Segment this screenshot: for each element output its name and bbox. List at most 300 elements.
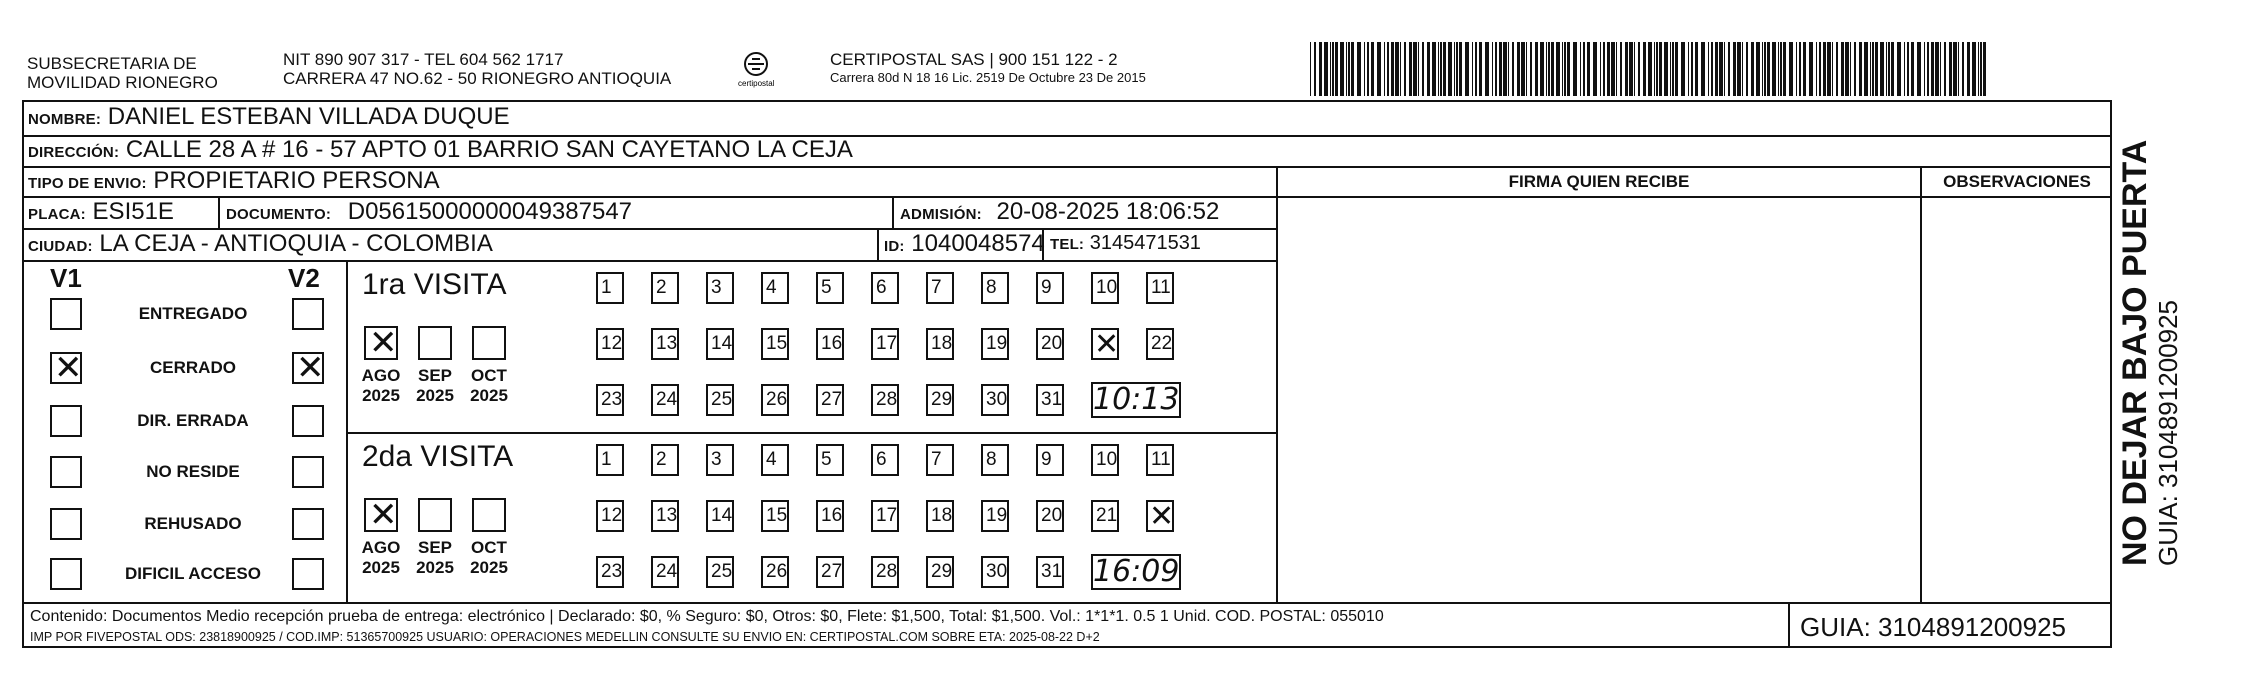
day-box[interactable]: 4 bbox=[761, 444, 789, 476]
barcode-bar bbox=[1917, 42, 1921, 96]
barcode-bar bbox=[1583, 42, 1585, 96]
observaciones-header: OBSERVACIONES bbox=[1943, 172, 2091, 191]
ciudad-label: CIUDAD: bbox=[28, 238, 93, 255]
day-box[interactable]: 3 bbox=[706, 444, 734, 476]
barcode-bar bbox=[1648, 42, 1652, 96]
day-box[interactable]: 19 bbox=[981, 500, 1009, 532]
barcode-bar bbox=[1978, 42, 1979, 96]
barcode-bar bbox=[1980, 42, 1982, 96]
barcode-bar bbox=[1611, 42, 1615, 96]
tel-cell bbox=[1050, 232, 1201, 255]
barcode-bar bbox=[1924, 42, 1925, 96]
barcode-bar bbox=[1832, 42, 1833, 96]
placa-cell bbox=[28, 198, 174, 226]
barcode-bar bbox=[1949, 42, 1952, 96]
barcode-bar bbox=[1762, 42, 1763, 96]
day-box[interactable]: 5 bbox=[816, 272, 844, 304]
day-box[interactable]: 20 bbox=[1036, 328, 1064, 360]
org-name bbox=[27, 54, 218, 92]
side-line-1: NO DEJAR BAJO PUERTA bbox=[2116, 139, 2154, 566]
barcode-bar bbox=[1440, 42, 1442, 96]
barcode-bar bbox=[1827, 42, 1831, 96]
barcode-bar bbox=[1620, 42, 1622, 96]
barcode-bar bbox=[1351, 42, 1354, 96]
day-box[interactable]: 15 bbox=[761, 500, 789, 532]
admision-value: 20-08-2025 18:06:52 bbox=[996, 198, 1220, 225]
barcode-bar bbox=[1459, 42, 1462, 96]
admision-label: ADMISIÓN: bbox=[900, 206, 982, 223]
month-name: SEP bbox=[417, 366, 453, 385]
day-box[interactable]: 14 bbox=[706, 500, 734, 532]
courier-license: Carrera 80d N 18 16 Lic. 2519 De Octubre 23 De 2015 bbox=[830, 70, 1146, 85]
barcode-bar bbox=[1508, 42, 1509, 96]
barcode-bar bbox=[1634, 42, 1635, 96]
firma-header: FIRMA QUIEN RECIBE bbox=[1508, 172, 1690, 191]
v1-label: V1 bbox=[50, 263, 82, 293]
barcode-bar bbox=[1573, 42, 1577, 96]
month-year: 2025 bbox=[416, 386, 454, 405]
day-box[interactable]: 1 bbox=[596, 444, 624, 476]
imp-line: IMP POR FIVEPOSTAL ODS: 23818900925 / COD.IMP: 51365700925 USUARIO: OPERACIONES MEDELLIN CONSULTE SU ENVIO EN: CERTIPOSTAL.COM SOBRE ETA: 2025-08-22 D+2 bbox=[30, 630, 1100, 644]
day-box[interactable]: 23 bbox=[596, 556, 624, 588]
month-label bbox=[410, 538, 460, 578]
barcode-bar bbox=[1728, 42, 1730, 96]
month-year: 2025 bbox=[362, 558, 400, 577]
svg-text:certipostal: certipostal bbox=[738, 79, 775, 88]
barcode-bar bbox=[1517, 42, 1520, 96]
day-box[interactable]: 11 bbox=[1146, 444, 1174, 476]
barcode-bar bbox=[1864, 42, 1868, 96]
barcode-bar bbox=[1715, 42, 1718, 96]
day-box[interactable]: 26 bbox=[761, 384, 789, 416]
barcode-bar bbox=[1330, 42, 1331, 96]
barcode-bar bbox=[1789, 42, 1793, 96]
barcode-bar bbox=[1796, 42, 1797, 96]
barcode-bar bbox=[1875, 42, 1878, 96]
barcode-bar bbox=[1724, 42, 1725, 96]
status-v2-checkbox[interactable] bbox=[292, 298, 324, 330]
month-label bbox=[464, 538, 514, 578]
direccion-label: DIRECCIÓN: bbox=[28, 144, 120, 161]
barcode-bar bbox=[1580, 42, 1581, 96]
barcode-bar bbox=[1629, 42, 1633, 96]
barcode-bar bbox=[1454, 42, 1455, 96]
address-line: CARRERA 47 NO.62 - 50 RIONEGRO ANTIOQUIA bbox=[283, 69, 672, 88]
day-box[interactable]: 2 bbox=[651, 272, 679, 304]
status-v1-checkbox[interactable] bbox=[50, 298, 82, 330]
direccion-value: CALLE 28 A # 16 - 57 APTO 01 BARRIO SAN CAYETANO LA CEJA bbox=[125, 136, 853, 163]
day-box[interactable] bbox=[1091, 328, 1119, 360]
ciudad-cell bbox=[28, 230, 493, 258]
side-notice bbox=[2117, 116, 2183, 566]
visit-time: 10:13 bbox=[1093, 382, 1180, 417]
status-v1-checkbox[interactable] bbox=[50, 456, 82, 488]
status-label: DIR. ERRADA bbox=[137, 411, 249, 430]
day-box[interactable]: 31 bbox=[1036, 384, 1064, 416]
barcode-bar bbox=[1854, 42, 1856, 96]
month-year: 2025 bbox=[416, 558, 454, 577]
barcode-bar bbox=[1521, 42, 1525, 96]
barcode-bar bbox=[1845, 42, 1849, 96]
barcode-bar bbox=[1695, 42, 1698, 96]
courier-name: CERTIPOSTAL SAS | 900 151 122 - 2 bbox=[830, 50, 1118, 69]
barcode-bar bbox=[1492, 42, 1493, 96]
day-box[interactable]: 28 bbox=[871, 556, 899, 588]
barcode-bar bbox=[1319, 42, 1322, 96]
status-label: DIFICIL ACCESO bbox=[124, 564, 261, 583]
barcode-bar bbox=[1742, 42, 1743, 96]
barcode-bar bbox=[1772, 42, 1776, 96]
barcode-bar bbox=[1764, 42, 1766, 96]
status-label: NO RESIDE bbox=[146, 462, 240, 481]
barcode-bar bbox=[1485, 42, 1489, 96]
status-label: ENTREGADO bbox=[138, 304, 248, 323]
barcode-bar bbox=[1737, 42, 1741, 96]
barcode-bar bbox=[1503, 42, 1507, 96]
barcode-bar bbox=[1681, 42, 1685, 96]
day-box[interactable]: 9 bbox=[1036, 444, 1064, 476]
barcode-bar bbox=[1400, 42, 1401, 96]
barcode-bar bbox=[1438, 42, 1439, 96]
barcode-bar bbox=[1546, 42, 1547, 96]
day-box[interactable]: 26 bbox=[761, 556, 789, 588]
barcode-bar bbox=[1967, 42, 1970, 96]
day-box[interactable]: 19 bbox=[981, 328, 1009, 360]
day-box[interactable]: 3 bbox=[706, 272, 734, 304]
barcode-bar bbox=[1809, 42, 1813, 96]
barcode-bar bbox=[1672, 42, 1674, 96]
barcode-bar bbox=[1556, 42, 1560, 96]
id-label: ID: bbox=[884, 238, 905, 255]
barcode-bar bbox=[1335, 42, 1338, 96]
day-box[interactable]: 18 bbox=[926, 500, 954, 532]
barcode-bar bbox=[1535, 42, 1538, 96]
placa-value: ESI51E bbox=[92, 198, 174, 225]
barcode-bar bbox=[1911, 42, 1914, 96]
status-v2-checkbox[interactable] bbox=[292, 456, 324, 488]
day-box[interactable]: 10 bbox=[1091, 444, 1119, 476]
day-box[interactable]: 24 bbox=[651, 556, 679, 588]
tipo-value: PROPIETARIO PERSONA bbox=[153, 167, 440, 194]
admision-cell bbox=[900, 198, 1219, 226]
barcode-bar bbox=[1701, 42, 1705, 96]
nombre-value: DANIEL ESTEBAN VILLADA DUQUE bbox=[107, 103, 510, 130]
barcode-bar bbox=[1888, 42, 1890, 96]
barcode-bar bbox=[1391, 42, 1394, 96]
barcode-bar bbox=[1567, 42, 1570, 96]
barcode-bar bbox=[1616, 42, 1617, 96]
day-box[interactable]: 7 bbox=[926, 444, 954, 476]
direccion-row bbox=[28, 136, 853, 164]
barcode-bar bbox=[1587, 42, 1590, 96]
barcode-bar bbox=[1551, 42, 1554, 96]
check-x-icon: ✕ bbox=[1094, 327, 1120, 362]
month-checkbox[interactable] bbox=[418, 326, 452, 360]
status-v2-checkbox[interactable] bbox=[292, 405, 324, 437]
status-v1-checkbox[interactable] bbox=[50, 348, 83, 388]
day-box[interactable]: 12 bbox=[596, 500, 624, 532]
day-box[interactable]: 11 bbox=[1146, 272, 1174, 304]
barcode-bar bbox=[1499, 42, 1502, 96]
barcode-bar bbox=[1691, 42, 1693, 96]
day-box[interactable]: 29 bbox=[926, 384, 954, 416]
barcode-bar bbox=[1659, 42, 1662, 96]
barcode-bar bbox=[1778, 42, 1779, 96]
barcode-bar bbox=[1823, 42, 1826, 96]
nombre-row bbox=[28, 103, 510, 131]
barcode-bar bbox=[1384, 42, 1385, 96]
barcode-bar bbox=[1314, 42, 1316, 96]
barcode-bar bbox=[1540, 42, 1544, 96]
barcode-bar bbox=[1751, 42, 1754, 96]
barcode-bar bbox=[1562, 42, 1563, 96]
barcode-bar bbox=[1962, 42, 1964, 96]
month-checkbox[interactable] bbox=[472, 498, 506, 532]
barcode-bar bbox=[1387, 42, 1389, 96]
day-box[interactable]: 12 bbox=[596, 328, 624, 360]
barcode-bar bbox=[1972, 42, 1976, 96]
barcode-bar bbox=[1427, 42, 1430, 96]
ciudad-value: LA CEJA - ANTIOQUIA - COLOMBIA bbox=[99, 230, 493, 257]
barcode-bar bbox=[1780, 42, 1782, 96]
barcode-bar bbox=[1927, 42, 1929, 96]
day-box[interactable]: 18 bbox=[926, 328, 954, 360]
day-box[interactable]: 13 bbox=[651, 328, 679, 360]
month-year: 2025 bbox=[470, 386, 508, 405]
month-name: OCT bbox=[471, 366, 507, 385]
barcode-bar bbox=[1310, 42, 1311, 96]
barcode-bar bbox=[1816, 42, 1817, 96]
status-v1-checkbox[interactable] bbox=[50, 558, 82, 590]
day-box[interactable]: 5 bbox=[816, 444, 844, 476]
barcode-bar bbox=[1475, 42, 1477, 96]
status-v2-checkbox[interactable] bbox=[292, 508, 324, 540]
barcode-bar bbox=[1708, 42, 1709, 96]
day-box[interactable]: 10 bbox=[1091, 272, 1119, 304]
check-x-icon: ✕ bbox=[54, 348, 83, 388]
tipo-label: TIPO DE ENVIO: bbox=[28, 175, 147, 192]
day-box[interactable]: 25 bbox=[706, 556, 734, 588]
day-box[interactable]: 23 bbox=[596, 384, 624, 416]
day-box[interactable]: 2 bbox=[651, 444, 679, 476]
month-name: SEP bbox=[417, 538, 453, 557]
barcode-bar bbox=[1711, 42, 1713, 96]
barcode-bar bbox=[1526, 42, 1527, 96]
contenido-line: Contenido: Documentos Medio recepción prueba de entrega: electrónico | Declarado: $0, % Seguro: $0, Otros: $0, Flete: $1,500, Total: $1,500. Vol.: 1*1*1. 0.5 1 Unid. COD. POSTAL: 055010 bbox=[30, 608, 1384, 625]
barcode-bar bbox=[1364, 42, 1365, 96]
barcode-bar bbox=[1688, 42, 1689, 96]
barcode-bar bbox=[1548, 42, 1550, 96]
barcode-bar bbox=[1600, 42, 1601, 96]
barcode-bar bbox=[1907, 42, 1909, 96]
barcode-bar bbox=[1656, 42, 1658, 96]
id-value: 1040048574 bbox=[911, 230, 1045, 257]
barcode-bar bbox=[1803, 42, 1806, 96]
month-name: AGO bbox=[361, 366, 401, 385]
day-box[interactable]: 15 bbox=[761, 328, 789, 360]
barcode-bar bbox=[1850, 42, 1851, 96]
barcode-bar bbox=[1886, 42, 1887, 96]
month-checkbox[interactable] bbox=[364, 323, 398, 363]
courier-logo-icon bbox=[738, 50, 788, 95]
barcode-bar bbox=[1940, 42, 1941, 96]
status-v2-checkbox[interactable] bbox=[292, 558, 324, 590]
sender-info bbox=[283, 50, 671, 88]
barcode-bar bbox=[1409, 42, 1412, 96]
barcode-bar bbox=[1664, 42, 1668, 96]
status-v1-checkbox[interactable] bbox=[50, 405, 82, 437]
day-box[interactable]: 16 bbox=[816, 328, 844, 360]
barcode-bar bbox=[1643, 42, 1646, 96]
barcode-bar bbox=[1607, 42, 1610, 96]
day-box[interactable]: 17 bbox=[871, 328, 899, 360]
day-box[interactable]: 13 bbox=[651, 500, 679, 532]
id-cell bbox=[884, 230, 1045, 258]
barcode-bar bbox=[1377, 42, 1381, 96]
barcode-bar bbox=[1799, 42, 1801, 96]
tel-value: 3145471531 bbox=[1089, 232, 1201, 254]
day-box[interactable]: 14 bbox=[706, 328, 734, 360]
visit-title: 1ra VISITA bbox=[362, 268, 507, 301]
day-box[interactable]: 1 bbox=[596, 272, 624, 304]
month-checkbox[interactable] bbox=[472, 326, 506, 360]
barcode-bar bbox=[1564, 42, 1566, 96]
barcode-bar bbox=[1859, 42, 1862, 96]
barcode-bar bbox=[1767, 42, 1770, 96]
month-label bbox=[356, 538, 406, 578]
barcode-bar bbox=[1625, 42, 1628, 96]
check-x-icon: ✕ bbox=[369, 323, 398, 363]
status-label: REHUSADO bbox=[144, 514, 242, 533]
guia-box: GUIA: 3104891200925 bbox=[1800, 612, 2066, 642]
tel-label: TEL: bbox=[1050, 236, 1085, 253]
day-box[interactable]: 8 bbox=[981, 272, 1009, 304]
barcode-bar bbox=[1413, 42, 1417, 96]
month-year: 2025 bbox=[470, 558, 508, 577]
day-box[interactable]: 24 bbox=[651, 384, 679, 416]
barcode-bar bbox=[1432, 42, 1436, 96]
day-box[interactable]: 7 bbox=[926, 272, 954, 304]
day-box[interactable]: 27 bbox=[816, 556, 844, 588]
side-line-2: GUIA: 3104891200925 bbox=[2153, 300, 2183, 566]
barcode-bar bbox=[1603, 42, 1605, 96]
month-year: 2025 bbox=[362, 386, 400, 405]
barcode-bar bbox=[1479, 42, 1482, 96]
barcode-bar bbox=[1654, 42, 1655, 96]
check-x-icon: ✕ bbox=[1149, 499, 1175, 534]
barcode-bar bbox=[1404, 42, 1406, 96]
day-box[interactable]: 21 bbox=[1091, 500, 1119, 532]
barcode-bar bbox=[1593, 42, 1597, 96]
day-box[interactable]: 20 bbox=[1036, 500, 1064, 532]
day-box[interactable] bbox=[1146, 500, 1174, 532]
day-box[interactable]: 31 bbox=[1036, 556, 1064, 588]
barcode-bar bbox=[1675, 42, 1678, 96]
v2-label: V2 bbox=[288, 263, 320, 293]
documento-label: DOCUMENTO: bbox=[226, 206, 332, 223]
barcode-bar bbox=[1357, 42, 1361, 96]
barcode-bar bbox=[1418, 42, 1419, 96]
barcode-bar bbox=[1324, 42, 1328, 96]
barcode-bar bbox=[1836, 42, 1838, 96]
barcode-bar bbox=[1472, 42, 1473, 96]
barcode-bar bbox=[1348, 42, 1350, 96]
day-box[interactable]: 30 bbox=[981, 384, 1009, 416]
barcode-bar bbox=[1340, 42, 1344, 96]
check-x-icon: ✕ bbox=[296, 348, 325, 388]
barcode-bar bbox=[1953, 42, 1957, 96]
barcode-bar bbox=[1443, 42, 1446, 96]
barcode-bar bbox=[1944, 42, 1946, 96]
check-x-icon: ✕ bbox=[369, 495, 398, 535]
visit-time: 16:09 bbox=[1093, 554, 1180, 589]
status-label: CERRADO bbox=[150, 358, 236, 377]
day-box[interactable]: 28 bbox=[871, 384, 899, 416]
barcode-bar bbox=[1371, 42, 1374, 96]
barcode-bar bbox=[1346, 42, 1347, 96]
nit-line: NIT 890 907 317 - TEL 604 562 1717 bbox=[283, 50, 564, 69]
day-box[interactable]: 8 bbox=[981, 444, 1009, 476]
barcode-bar bbox=[1746, 42, 1748, 96]
courier-info bbox=[830, 50, 1146, 86]
nombre-label: NOMBRE: bbox=[28, 111, 102, 128]
barcode-bar bbox=[1756, 42, 1760, 96]
signature-area[interactable] bbox=[1280, 200, 1918, 600]
barcode bbox=[1310, 42, 1990, 96]
day-box[interactable]: 6 bbox=[871, 272, 899, 304]
day-box[interactable]: 22 bbox=[1146, 328, 1174, 360]
day-box[interactable]: 17 bbox=[871, 500, 899, 532]
observaciones-area[interactable] bbox=[1924, 200, 2110, 600]
status-v2-checkbox[interactable] bbox=[292, 348, 325, 388]
barcode-bar bbox=[1958, 42, 1959, 96]
month-name: AGO bbox=[361, 538, 401, 557]
visit-title: 2da VISITA bbox=[362, 440, 514, 473]
month-checkbox[interactable] bbox=[364, 495, 398, 535]
barcode-bar bbox=[1904, 42, 1905, 96]
barcode-bar bbox=[1935, 42, 1939, 96]
barcode-bar bbox=[1891, 42, 1894, 96]
day-box[interactable]: 16 bbox=[816, 500, 844, 532]
day-box[interactable]: 4 bbox=[761, 272, 789, 304]
barcode-bar bbox=[1465, 42, 1469, 96]
day-box[interactable]: 9 bbox=[1036, 272, 1064, 304]
barcode-bar bbox=[1872, 42, 1874, 96]
day-box[interactable]: 25 bbox=[706, 384, 734, 416]
day-box[interactable]: 29 bbox=[926, 556, 954, 588]
barcode-bar bbox=[1733, 42, 1736, 96]
placa-label: PLACA: bbox=[28, 206, 86, 223]
barcode-bar bbox=[1670, 42, 1671, 96]
barcode-bar bbox=[1530, 42, 1532, 96]
month-label bbox=[356, 366, 406, 406]
status-v1-checkbox[interactable] bbox=[50, 508, 82, 540]
org-line-1: SUBSECRETARIA DE bbox=[27, 54, 197, 73]
month-checkbox[interactable] bbox=[418, 498, 452, 532]
barcode-bar bbox=[1783, 42, 1786, 96]
day-box[interactable]: 6 bbox=[871, 444, 899, 476]
barcode-bar bbox=[1841, 42, 1844, 96]
documento-value: D05615000000049387547 bbox=[347, 198, 633, 225]
barcode-bar bbox=[1495, 42, 1497, 96]
barcode-bar bbox=[1719, 42, 1723, 96]
month-label bbox=[464, 366, 514, 406]
tipo-row bbox=[28, 167, 440, 195]
day-box[interactable]: 27 bbox=[816, 384, 844, 416]
barcode-bar bbox=[1880, 42, 1884, 96]
day-box[interactable]: 30 bbox=[981, 556, 1009, 588]
barcode-bar bbox=[1983, 42, 1986, 96]
